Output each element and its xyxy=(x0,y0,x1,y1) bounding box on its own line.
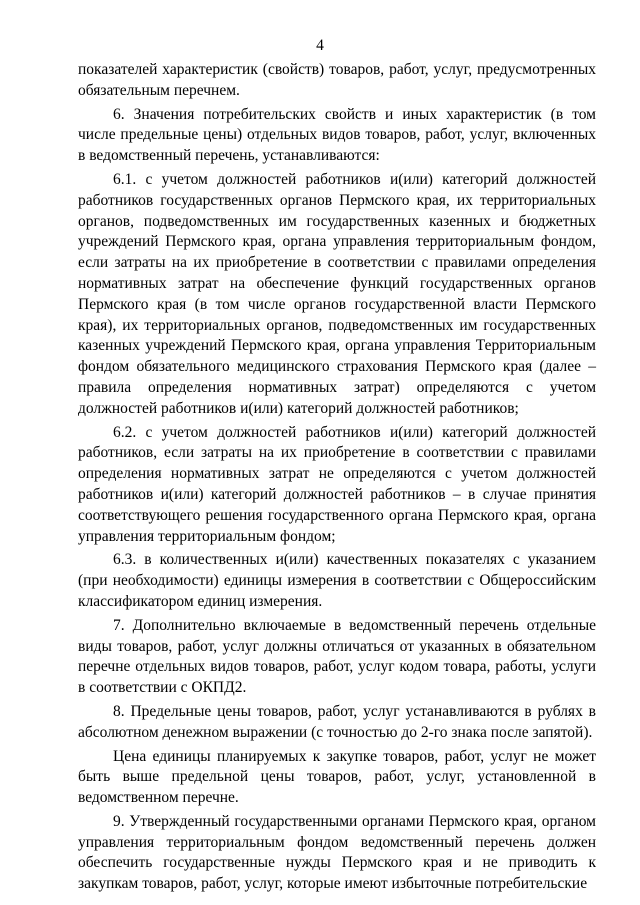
paragraph-item-9: 9. Утвержденный государственными органами Пермского края, органом управления территориальным фондом ведомственный перечень должен обеспечить государственные нужды Пермского края и не приводить к закупкам товаров, работ, услуг, которые имеют избыточные потребительские xyxy=(78,812,596,893)
paragraph-item-6-2: 6.2. с учетом должностей работников и(или) категорий должностей работников, если затраты на их приобретение в соответствии с правилами определения нормативных затрат не определяются с учетом должностей работников и(или) категорий должностей работников – в случае принятия соответствующего решения государственного органа Пермского края, органа управления территориальным фондом; xyxy=(78,423,596,545)
page-number: 4 xyxy=(316,37,324,54)
paragraph-price-limit: Цена единицы планируемых к закупке товаров, работ, услуг не может быть выше предельной цены товаров, работ, услуг, установленной в ведомственном перечне. xyxy=(78,747,596,807)
document-body xyxy=(78,60,596,898)
paragraph-continuation: показателей характеристик (свойств) товаров, работ, услуг, предусмотренных обязательным перечнем. xyxy=(78,61,596,99)
paragraph-item-6-3: 6.3. в количественных и(или) качественных показателях с указанием (при необходимости) единицы измерения в соответствии с Общероссийским классификатором единиц измерения. xyxy=(78,551,596,610)
paragraph-item-6-1: 6.1. с учетом должностей работников и(или) категорий должностей работников государственных органов Пермского края, их территориальных органов, подведомственных им государственных казенных и бюджетных учреждений Пермского края, органа управления территориальным фондом, если затраты на их приобретение в соответствии с правилами определения нормативных затрат на обеспечение функций государственных органов Пермского края (в том числе органов государственной власти Пермского края), их территориальных органов, подведомственных им государственных казенных учреждений Пермского края, органа управления Территориальным фондом обязательного медицинского страхования Пермского края (далее – правила определения нормативных затрат) определяются с учетом должностей работников и(или) категорий должностей работников; xyxy=(78,170,596,417)
paragraph-item-6: 6. Значения потребительских свойств и иных характеристик (в том числе предельные цены) отдельных видов товаров, работ, услуг, включенных в ведомственный перечень, устанавливаются: xyxy=(78,105,596,165)
paragraph-item-7: 7. Дополнительно включаемые в ведомственный перечень отдельные виды товаров, работ, услуг должны отличаться от указанных в обязательном перечне отдельных видов товаров, работ, услуг кодом товара, работы, услуги в соответствии с ОКПД2. xyxy=(78,616,596,697)
paragraph-item-8: 8. Предельные цены товаров, работ, услуг устанавливаются в рублях в абсолютном денежном выражении (с точностью до 2-го знака после запятой). xyxy=(78,702,596,741)
